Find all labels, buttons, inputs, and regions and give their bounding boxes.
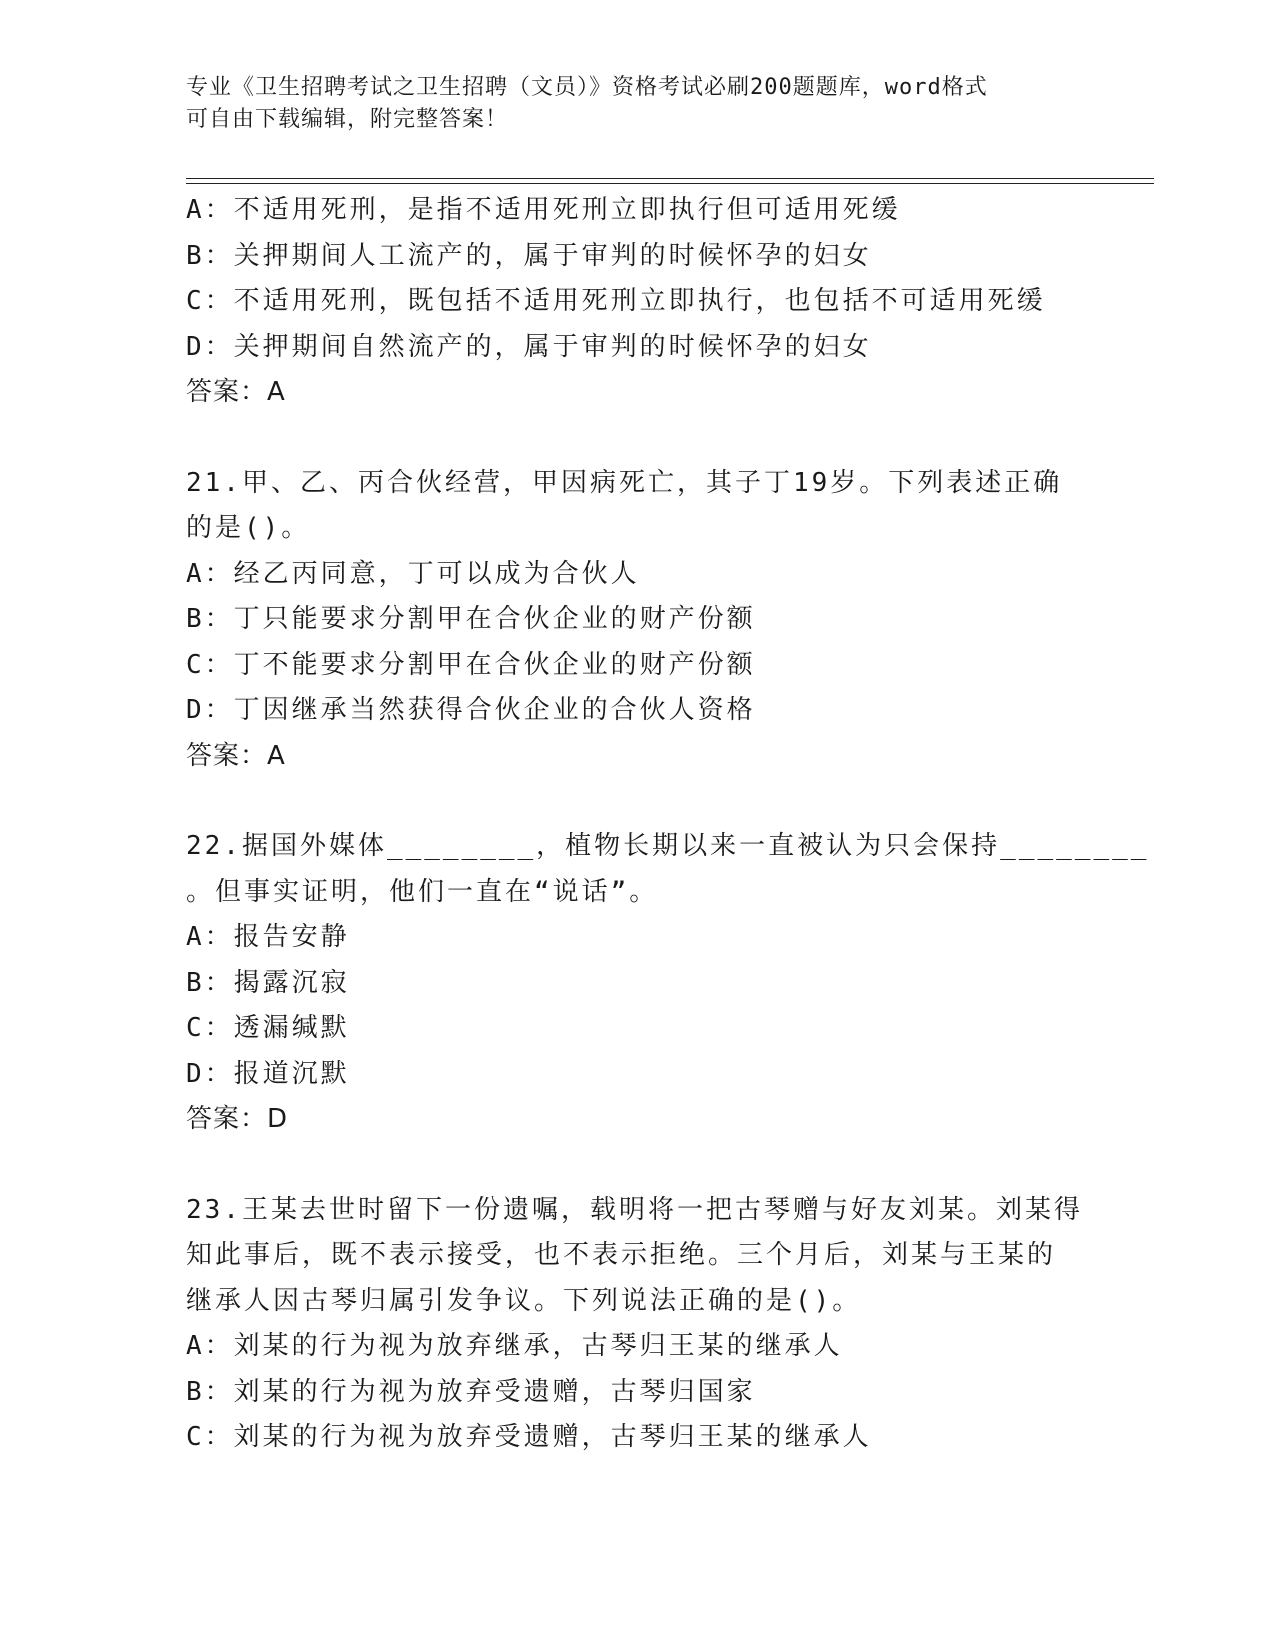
option-c: C：不适用死刑，既包括不适用死刑立即执行，也包括不可适用死缓 bbox=[186, 286, 1046, 316]
spacer bbox=[186, 1143, 1086, 1188]
question-21 bbox=[186, 461, 1086, 780]
option-a: A：经乙丙同意，丁可以成为合伙人 bbox=[186, 558, 640, 589]
option-c: C：透漏缄默 bbox=[186, 1013, 350, 1043]
spacer bbox=[186, 416, 1086, 461]
answer-line: 答案：A bbox=[186, 377, 286, 407]
question-stem-line: 23.王某去世时留下一份遗嘱，载明将一把古琴赠与好友刘某。刘某得 bbox=[186, 1194, 1083, 1225]
question-22 bbox=[186, 824, 1150, 1143]
question-stem-line: 。但事实证明，他们一直在“说话”。 bbox=[186, 876, 659, 907]
spacer bbox=[186, 779, 1086, 824]
option-b: B：刘某的行为视为放弃受遗赠，古琴归国家 bbox=[186, 1376, 756, 1407]
question-stem-line: 继承人因古琴归属引发争议。下列说法正确的是()。 bbox=[186, 1285, 862, 1316]
answer-line: 答案：A bbox=[186, 740, 286, 771]
header-divider-thin bbox=[186, 183, 1154, 184]
question-stem-line: 21.甲、乙、丙合伙经营，甲因病死亡，其子丁19岁。下列表述正确 bbox=[186, 467, 1063, 498]
header-title-line-1: 专业《卫生招聘考试之卫生招聘（文员）》资格考试必刷200题题库，word格式 bbox=[186, 75, 988, 100]
question-stem-line: 知此事后，既不表示接受，也不表示拒绝。三个月后，刘某与王某的 bbox=[186, 1240, 1057, 1270]
option-b: B：丁只能要求分割甲在合伙企业的财产份额 bbox=[186, 604, 756, 634]
option-c: C：刘某的行为视为放弃受遗赠，古琴归王某的继承人 bbox=[186, 1422, 872, 1452]
question-list bbox=[186, 188, 1150, 1461]
header-divider-thick bbox=[186, 178, 1154, 179]
option-b: B：揭露沉寂 bbox=[186, 967, 350, 998]
question-stem-line: 22.据国外媒体________，植物长期以来一直被认为只会保持________ bbox=[186, 831, 1150, 861]
option-a: A：不适用死刑，是指不适用死刑立即执行但可适用死缓 bbox=[186, 195, 901, 225]
option-b: B：关押期间人工流产的，属于审判的时候怀孕的妇女 bbox=[186, 240, 872, 271]
question-stem-line: 的是()。 bbox=[186, 513, 311, 543]
option-c: C：丁不能要求分割甲在合伙企业的财产份额 bbox=[186, 649, 756, 680]
option-d: D：报道沉默 bbox=[186, 1058, 350, 1089]
option-d: D：丁因继承当然获得合伙企业的合伙人资格 bbox=[186, 695, 756, 725]
header-title-line-2: 可自由下载编辑，附完整答案！ bbox=[186, 107, 509, 132]
question-23 bbox=[186, 1188, 1086, 1461]
answer-line: 答案：D bbox=[186, 1104, 289, 1134]
option-d: D：关押期间自然流产的，属于审判的时候怀孕的妇女 bbox=[186, 331, 872, 362]
option-a: A：刘某的行为视为放弃继承，古琴归王某的继承人 bbox=[186, 1331, 843, 1361]
document-header bbox=[186, 72, 1066, 136]
option-a: A：报告安静 bbox=[186, 922, 350, 952]
question-20 bbox=[186, 188, 1086, 416]
